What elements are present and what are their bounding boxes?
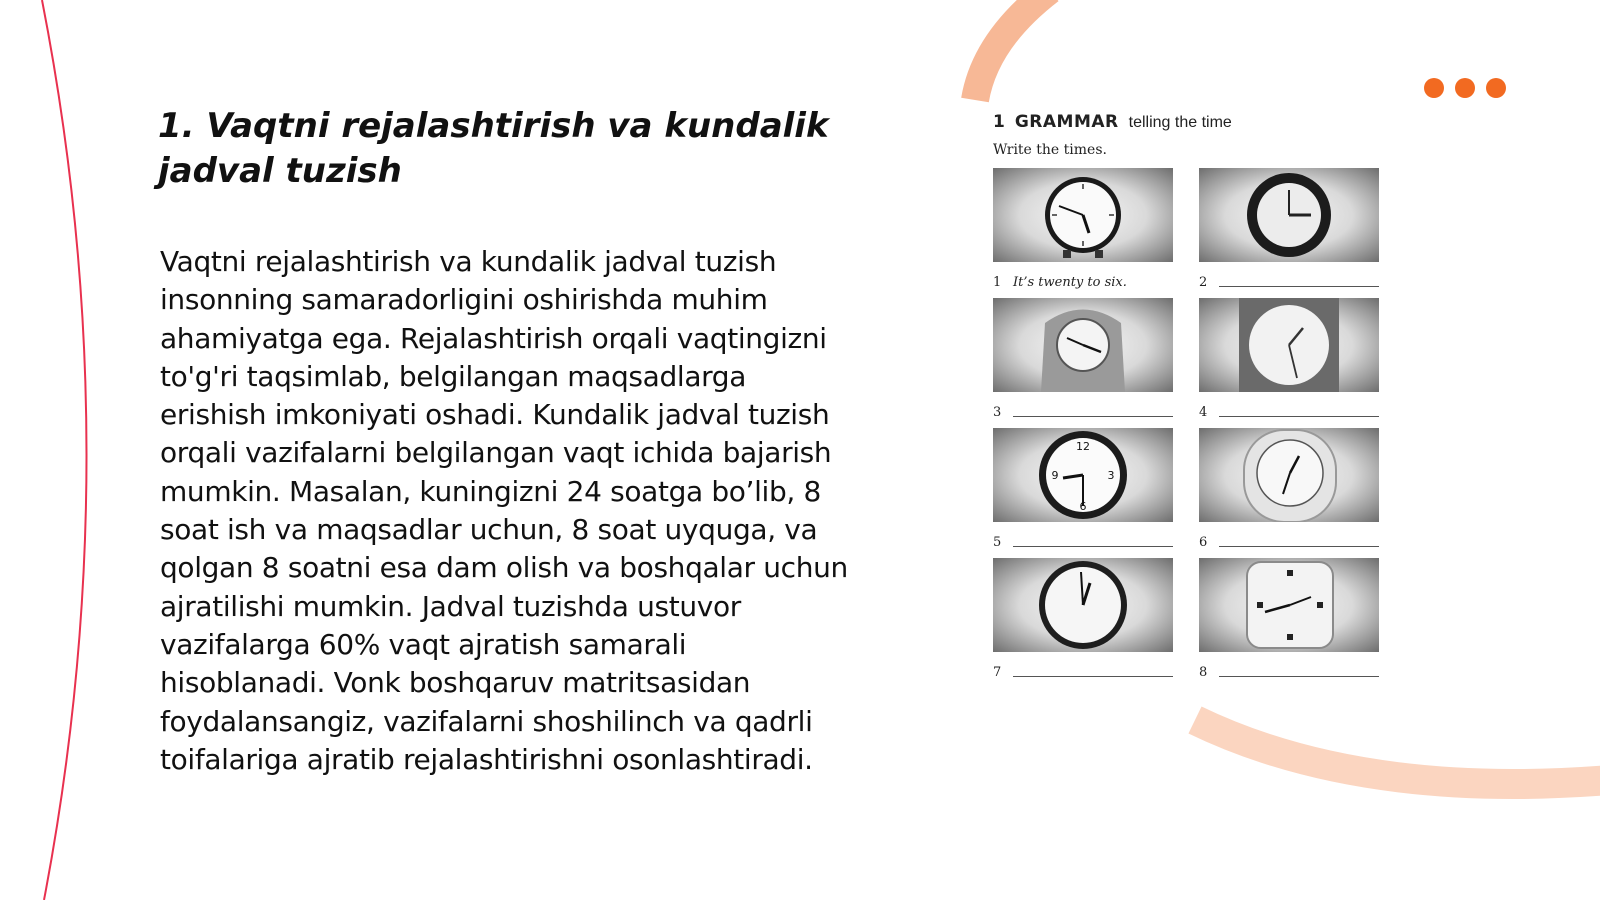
clock-item xyxy=(993,168,1173,290)
answer-line xyxy=(1219,675,1379,677)
clock-item xyxy=(1199,168,1379,290)
round-clock-icon xyxy=(993,558,1173,652)
clock-photo xyxy=(1199,298,1379,392)
item-number: 1 xyxy=(993,275,1002,290)
slide-body-text: Vaqtni rejalashtirish va kundalik jadval tuzish insonning samaradorligini oshirishda muhim ahamiyatga ega. Rejalashtirish orqali vaqtingizni to'g'ri taqsimlab, belgilangan maqsadlarga erishish imkoniyati oshadi. Kundalik jadval tuzish orqali vazifalarni belgilangan vaqt ichida bajarish mumkin. Masalan, kuningizni 24 soatga bo’lib, 8 soat ish va maqsadlar uchun, 8 soat uyquga, va qolgan 8 soatni esa dam olish va boshqalar uchun ajratilishi mumkin. Jadval tuzishda ustuvor vazifalarga 60% vaqt ajratish samarali hisoblanadi. Vonk boshqaruv matritsasidan foydalansangiz, vazifalarni shoshilinch va qadrli toifalariga ajratib rejalashtirishni osonlashtiradi. xyxy=(160,245,848,776)
accent-dot xyxy=(1455,78,1475,98)
answer-line xyxy=(1013,545,1173,547)
answer-line xyxy=(1219,285,1379,287)
item-number: 6 xyxy=(1199,535,1208,550)
clock-photo xyxy=(993,558,1173,652)
slide-title: 1. Vaqtni rejalashtirish va kundalik jadval tuzish xyxy=(158,106,829,191)
clock-photo xyxy=(993,168,1173,262)
item-answer: It’s twenty to six. xyxy=(1013,275,1127,290)
svg-text:9: 9 xyxy=(1051,469,1059,482)
left-red-curve xyxy=(42,0,87,900)
item-number: 2 xyxy=(1199,275,1208,290)
clock-photo xyxy=(1199,168,1379,262)
clock-caption xyxy=(1199,392,1379,420)
clock-caption xyxy=(1199,262,1379,290)
clock-caption xyxy=(1199,652,1379,680)
clock-caption xyxy=(993,262,1173,290)
top-orange-arc xyxy=(975,0,1050,100)
clock-item xyxy=(1199,298,1379,420)
wall-clock-icon xyxy=(1199,168,1379,262)
clock-photo xyxy=(1199,558,1379,652)
clock-photo xyxy=(993,298,1173,392)
alarm-clock-icon xyxy=(1199,428,1379,522)
clock-photo xyxy=(993,428,1173,522)
grammar-worksheet-image xyxy=(993,112,1383,680)
item-number: 5 xyxy=(993,535,1002,550)
numeral-clock-icon xyxy=(993,428,1173,522)
answer-line xyxy=(1219,545,1379,547)
worksheet-section: GRAMMAR xyxy=(1014,112,1119,132)
svg-text:6: 6 xyxy=(1079,500,1087,513)
accent-dot xyxy=(1486,78,1506,98)
clock-item xyxy=(993,298,1173,420)
clock-photo xyxy=(1199,428,1379,522)
item-number: 8 xyxy=(1199,665,1208,680)
clock-item xyxy=(1199,428,1379,550)
worksheet-instruction: Write the times. xyxy=(993,142,1107,158)
clock-caption xyxy=(993,392,1173,420)
answer-line xyxy=(1013,675,1173,677)
clock-caption xyxy=(993,652,1173,680)
clock-item xyxy=(993,558,1173,680)
worksheet-topic: telling the time xyxy=(1128,114,1232,131)
item-number: 3 xyxy=(993,405,1002,420)
item-number: 4 xyxy=(1199,405,1208,420)
item-number: 7 xyxy=(993,665,1002,680)
answer-line xyxy=(1219,415,1379,417)
square-clock-icon xyxy=(1199,298,1379,392)
svg-text:12: 12 xyxy=(1076,440,1090,453)
bottom-orange-arc xyxy=(1195,720,1600,784)
svg-text:3: 3 xyxy=(1107,469,1115,482)
worksheet-header xyxy=(993,112,1383,138)
clock-caption xyxy=(993,522,1173,550)
clock-caption xyxy=(1199,522,1379,550)
mantel-clock-icon xyxy=(993,298,1173,392)
accent-dot xyxy=(1424,78,1444,98)
clock-grid xyxy=(993,168,1383,680)
clock-item xyxy=(993,428,1173,550)
clock-item xyxy=(1199,558,1379,680)
twenty-to-six-clock-icon xyxy=(993,168,1173,262)
digital-style-clock-icon xyxy=(1199,558,1379,652)
answer-line xyxy=(1013,415,1173,417)
menu-dots xyxy=(1424,78,1506,98)
worksheet-number: 1 xyxy=(993,112,1005,132)
